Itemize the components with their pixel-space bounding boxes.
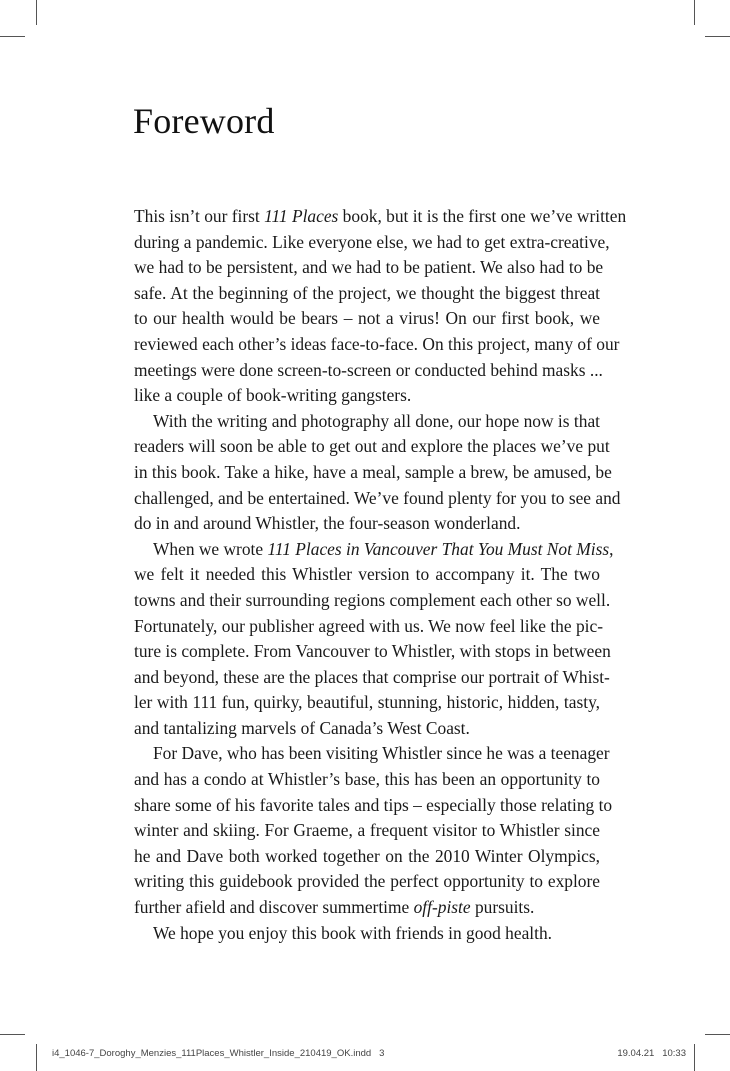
text-segment: challenged, and be entertained. We’ve found plenty for you to see and <box>134 487 621 508</box>
text-segment: We hope you enjoy this book with friends in good health. <box>153 922 553 943</box>
text-segment: and has a condo at Whistler’s base, this has been an opportunity to <box>134 769 600 790</box>
crop-mark <box>0 1034 25 1035</box>
text-segment: pursuits. <box>470 897 535 918</box>
text-segment: and beyond, these are the places that comprise our portrait of Whist- <box>134 666 610 687</box>
footer-timestamp: 19.04.21 10:33 <box>617 1048 686 1059</box>
text-segment: Fortunately, our publisher agreed with us. We now feel like the pic- <box>134 615 603 636</box>
text-line <box>134 665 610 691</box>
body-text <box>134 204 627 946</box>
text-segment: winter and skiing. For Graeme, a frequent visitor to Whistler since <box>134 820 600 841</box>
paragraph <box>134 409 621 537</box>
text-line <box>134 869 600 895</box>
text-line <box>134 767 600 793</box>
text-line <box>134 921 600 947</box>
text-segment: he and Dave both worked together on the 2010 Winter Olympics, <box>134 845 600 866</box>
text-segment: meetings were done screen-to-screen or conducted behind masks ... <box>134 359 603 380</box>
text-segment: share some of his favorite tales and tips – especially those relating to <box>134 794 613 815</box>
crop-mark <box>36 0 37 25</box>
text-segment: further afield and discover summertime <box>134 897 414 918</box>
text-line <box>134 614 603 640</box>
text-segment: When we wrote <box>153 538 268 559</box>
crop-mark <box>705 36 730 37</box>
text-line <box>134 844 600 870</box>
text-line <box>134 716 600 742</box>
text-line <box>134 895 600 921</box>
text-line <box>134 358 603 384</box>
text-segment: reviewed each other’s ideas face-to-face. On this project, many of our <box>134 333 620 354</box>
italic-title-text: 111 Places in Vancouver That You Must Not Miss <box>267 538 610 559</box>
paragraph <box>134 537 614 742</box>
italic-title-text: off-piste <box>413 897 471 918</box>
text-line <box>134 690 600 716</box>
text-segment: and tantalizing marvels of Canada’s West Coast. <box>134 717 470 738</box>
text-segment: For Dave, who has been visiting Whistler since he was a teenager <box>153 743 610 764</box>
text-line <box>134 511 600 537</box>
text-segment: , <box>609 538 614 559</box>
text-segment: in this book. Take a hike, have a meal, sample a brew, be amused, be <box>134 461 612 482</box>
text-line <box>134 486 621 512</box>
text-line <box>134 434 610 460</box>
text-segment: This isn’t our first <box>134 206 265 226</box>
text-line <box>134 409 600 435</box>
text-line <box>134 793 613 819</box>
crop-mark <box>0 36 25 37</box>
text-line <box>134 741 610 767</box>
text-line <box>134 460 612 486</box>
text-segment: writing this guidebook provided the perfect opportunity to explore <box>134 871 600 892</box>
paragraph <box>134 204 627 409</box>
paragraph <box>134 741 613 920</box>
text-segment: we had to be persistent, and we had to be patient. We also had to be <box>134 257 604 278</box>
paragraph <box>134 921 600 947</box>
crop-mark <box>705 1034 730 1035</box>
text-line <box>134 255 604 281</box>
text-line <box>134 383 600 409</box>
italic-title-text: 111 Places <box>264 206 339 226</box>
text-segment: With the writing and photography all done, our hope now is that <box>153 410 600 431</box>
text-line <box>134 332 620 358</box>
text-line <box>134 562 600 588</box>
text-segment: ture is complete. From Vancouver to Whistler, with stops in between <box>134 641 611 662</box>
crop-mark <box>694 1044 695 1071</box>
text-segment: readers will soon be able to get out and explore the places we’ve put <box>134 436 610 457</box>
text-line <box>134 281 600 307</box>
text-line <box>134 537 614 563</box>
text-line <box>134 818 600 844</box>
text-segment: ler with 111 fun, quirky, beautiful, stunning, historic, hidden, tasty, <box>134 692 600 713</box>
text-line <box>134 639 611 665</box>
text-segment: like a couple of book-writing gangsters. <box>134 385 412 406</box>
text-line <box>134 588 611 614</box>
footer-filename: i4_1046-7_Doroghy_Menzies_111Places_Whistler_Inside_210419_OK.indd 3 <box>52 1048 385 1059</box>
text-line <box>134 306 600 332</box>
text-segment: safe. At the beginning of the project, we thought the biggest threat <box>134 282 600 303</box>
text-segment: do in and around Whistler, the four-season wonderland. <box>134 513 521 534</box>
text-segment: during a pandemic. Like everyone else, we had to get extra-creative, <box>134 231 610 252</box>
text-segment: book, but it is the first one we’ve written <box>338 206 627 226</box>
text-segment: to our health would be bears – not a virus! On our first book, we <box>134 308 600 329</box>
text-segment: we felt it needed this Whistler version to accompany it. The two <box>134 564 600 585</box>
crop-mark <box>36 1044 37 1071</box>
text-line <box>134 204 627 230</box>
text-segment: towns and their surrounding regions complement each other so well. <box>134 589 611 610</box>
crop-mark <box>694 0 695 25</box>
page-title: Foreword <box>133 101 275 141</box>
text-line <box>134 230 610 256</box>
